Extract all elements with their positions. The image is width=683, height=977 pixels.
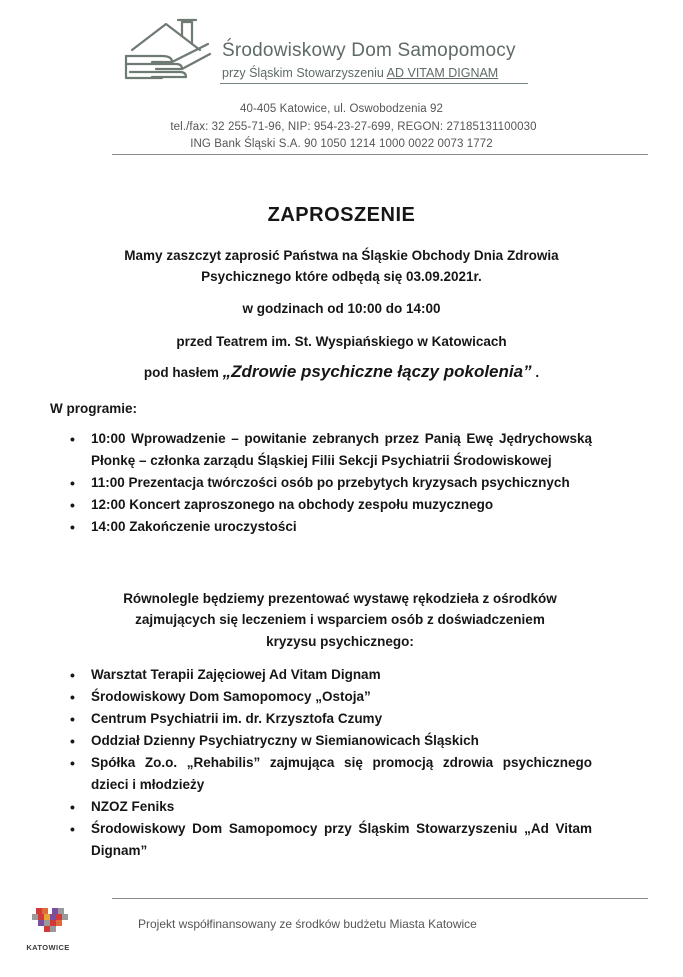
exhibitor-list [70, 664, 592, 862]
event-motto: pod hasłem „Zdrowie psychiczne łączy pokolenia” . [143, 362, 540, 381]
organization-name: Środowiskowy Dom Samopomocy [222, 40, 516, 61]
footer-divider [112, 898, 648, 899]
address-line: 40-405 Katowice, ul. Oswobodzenia 92 [239, 103, 444, 115]
exhibitor-item: • Środowiskowy Dom Samopomocy „Ostoja” [70, 686, 592, 708]
event-hours: w godzinach od 10:00 do 14:00 [242, 301, 441, 316]
hands-house-logo-icon [122, 16, 214, 82]
exhibitor-item: • Warsztat Terapii Zajęciowej Ad Vitam Dignam [70, 664, 592, 686]
exhibitor-item: • Centrum Psychiatrii im. dr. Krzysztofa Czumy [70, 708, 592, 730]
intro-line-2: Psychicznego które odbędą się 03.09.2021r. [201, 269, 482, 284]
organization-subtitle: przy Śląskim Stowarzyszeniu AD VITAM DIGNAM [222, 66, 499, 80]
city-logo-label: KATOWICE [26, 943, 70, 952]
letterhead-underline [220, 83, 528, 84]
exhibitor-item: • NZOZ Feniks [70, 796, 592, 818]
event-place: przed Teatrem im. St. Wyspiańskiego w Katowicach [176, 334, 507, 349]
exhibitor-item: • Środowiskowy Dom Samopomocy przy Śląskim Stowarzyszeniu „Ad Vitam Dignam” [70, 818, 592, 862]
program-item: • 14:00 Zakończenie uroczystości [70, 516, 592, 538]
contact-line: tel./fax: 32 255-71-96, NIP: 954-23-27-699, REGON: 27185131100030 [170, 121, 537, 133]
katowice-heart-logo-icon [30, 906, 70, 936]
program-item: • 11:00 Prezentacja twórczości osób po przebytych kryzysach psychicznych [70, 472, 592, 494]
header-divider [112, 154, 648, 155]
exhibition-line-3: kryzysu psychicznego: [266, 634, 414, 649]
program-list [70, 428, 592, 538]
organization-highlight: AD VITAM DIGNAM [386, 66, 499, 80]
motto-slogan: „Zdrowie psychiczne łączy pokolenia” [222, 362, 532, 381]
program-label: W programie: [50, 401, 138, 416]
exhibitor-item: • Spółka Zo.o. „Rehabilis” zajmująca się promocją zdrowia psychicznego dzieci i młodzieży [70, 752, 592, 796]
program-item: • 12:00 Koncert zaproszonego na obchody zespołu muzycznego [70, 494, 592, 516]
bank-line: ING Bank Śląski S.A. 90 1050 1214 1000 0022 0073 1772 [190, 138, 493, 150]
exhibition-line-2: zajmujących się leczeniem i wsparciem osób z doświadczeniem [135, 612, 545, 627]
exhibition-line-1: Równolegle będziemy prezentować wystawę rękodzieła z ośrodków [123, 591, 557, 606]
funding-note: Projekt współfinansowany ze środków budżetu Miasta Katowice [138, 917, 477, 931]
document-title: ZAPROSZENIE [267, 204, 416, 226]
letterhead [0, 0, 683, 160]
exhibitor-item: • Oddział Dzienny Psychiatryczny w Siemianowicach Śląskich [70, 730, 592, 752]
program-item: • 10:00 Wprowadzenie – powitanie zebranych przez Panią Ewę Jędrychowską Płonkę – członka zarządu Śląskiej Filii Sekcji Psychiatrii Środowiskowej [70, 428, 592, 472]
intro-line-1: Mamy zaszczyt zaprosić Państwa na Śląskie Obchody Dnia Zdrowia [124, 248, 559, 263]
